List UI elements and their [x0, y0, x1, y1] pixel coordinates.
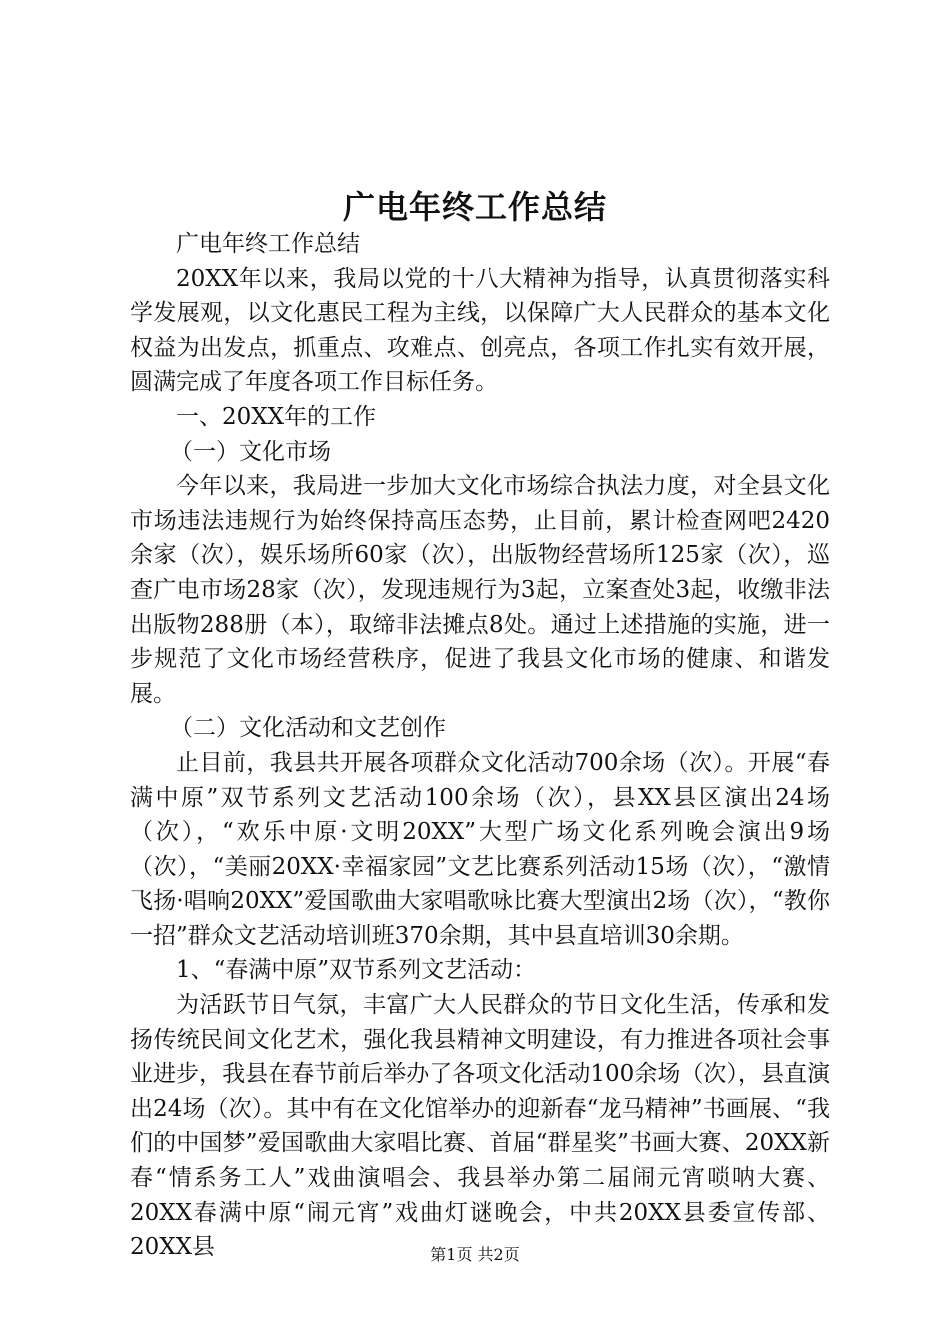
- page-footer: 第1页 共2页: [430, 1245, 520, 1264]
- paragraph-spring-activities: 为活跃节日气氛，丰富广大人民群众的节日文化生活，传承和发扬传统民间文化艺术，强化我县精神文明建设，有力推进各项社会事业进步，我县在春节前后举办了各项文化活动100余场（次），县直演出24场（次）。其中有在文化馆举办的迎新春“龙马精神”书画展、“我们的中国梦”爱国歌曲大家唱比赛、首届“群星奖”书画大赛、20XX新春“情系务工人”戏曲演唱会、我县举办第二届闹元宵唢呐大赛、20XX春满中原“闹元宵”戏曲灯谜晚会，中共20XX县委宣传部、20XX县: [130, 992, 830, 1261]
- heading-culture-market: （一）文化市场: [170, 438, 331, 465]
- document-body: [130, 227, 830, 1265]
- heading-culture-activities: （二）文化活动和文艺创作: [170, 715, 446, 742]
- paragraph-subtitle: 广电年终工作总结: [176, 231, 360, 257]
- heading-spring-activities: 1、“春满中原”双节系列文艺活动：: [176, 957, 537, 984]
- heading-section-1: 一、20XX年的工作: [176, 403, 377, 430]
- paragraph-culture-activities: 止目前，我县共开展各项群众文化活动700余场（次）。开展“春满中原”双节系列文艺活动100余场（次），县XX县区演出24场（次），“欢乐中原·文明20XX”大型广场文化系列晚会演出9场（次），“美丽20XX·幸福家园”文艺比赛系列活动15场（次），“激情飞扬·唱响20XX”爱国歌曲大家唱歌咏比赛大型演出2场（次），“教你一招”群众文艺活动培训班370余期，其中县直培训30余期。: [130, 749, 830, 949]
- paragraph-culture-market: 今年以来，我局进一步加大文化市场综合执法力度，对全县文化市场违法违规行为始终保持高压态势，止目前，累计检查网吧2420余家（次），娱乐场所60家（次），出版物经营场所125家（次），巡查广电市场28家（次），发现违规行为3起，立案查处3起，收缴非法出版物288册（本），取缔非法摊点8处。通过上述措施的实施，进一步规范了文化市场经营秩序，促进了我县文化市场的健康、和谐发展。: [130, 473, 830, 707]
- paragraph-intro: 20XX年以来，我局以党的十八大精神为指导，认真贯彻落实科学发展观，以文化惠民工程为主线，以保障广大人民群众的基本文化权益为出发点，抓重点、攻难点、创亮点，各项工作扎实有效开展，圆满完成了年度各项工作目标任务。: [130, 265, 830, 396]
- document-title: 广电年终工作总结: [342, 188, 607, 226]
